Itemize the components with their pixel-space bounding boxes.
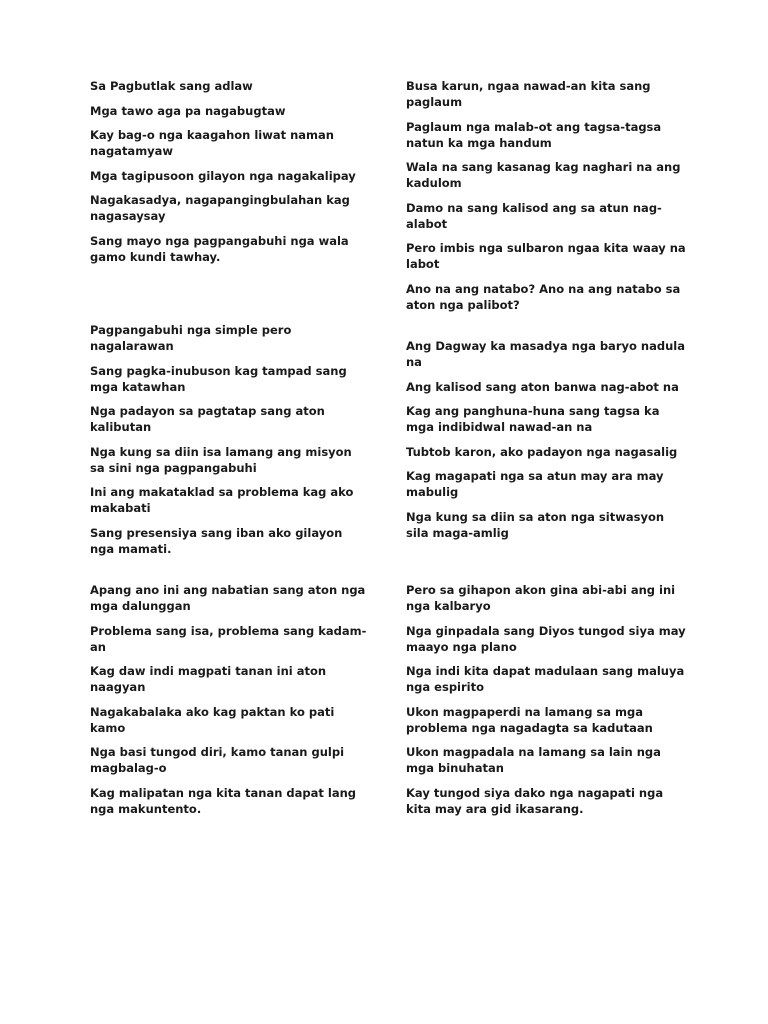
poem-line: Ang Dagway ka masadya nga baryo nadula na <box>406 339 685 369</box>
stanza-2 <box>406 78 686 321</box>
poem-line: Kay bag-o nga kaagahon liwat naman nagatamyaw <box>90 128 334 158</box>
poem-line: Damo na sang kalisod ang sa atun nag-alabot <box>406 200 662 231</box>
poem-line: Nga kung sa diin isa lamang ang misyon sa sini nga pagpangabuhi <box>90 444 352 475</box>
poem-line: Nga basi tungod diri, kamo tanan gulpi magbalag-o <box>90 745 345 775</box>
stanza-6 <box>406 582 686 825</box>
poem-line: Ini ang makataklad sa problema kag ako makabati <box>90 485 354 515</box>
poem-line: Wala na sang kasanag kag naghari na ang kadulom <box>406 160 681 190</box>
poem-line: Ang kalisod sang aton banwa nag-abot na <box>406 379 679 394</box>
poem-line: Ukon magpaperdi na lamang sa mga problema nga nagadagta sa kadutaan <box>406 704 653 735</box>
stanza-1 <box>90 78 370 273</box>
poem-line: Kag ang panghuna-huna sang tagsa ka mga indibidwal nawad-an na <box>406 404 660 434</box>
poem-line: Apang ano ini ang nabatian sang aton nga mga dalunggan <box>90 583 366 613</box>
poem-line: Kag daw indi magpati tanan ini aton naagyan <box>90 664 327 694</box>
poem-line: Busa karun, ngaa nawad-an kita sang paglaum <box>406 79 651 109</box>
poem-line: Kag magapati nga sa atun may ara may mabulig <box>406 469 664 499</box>
poem-line: Sang presensiya sang iban ako gilayon nga mamati. <box>90 525 343 556</box>
poem-line: Sa Pagbutlak sang adlaw <box>90 79 253 93</box>
poem-line: Tubtob karon, ako padayon nga nagasalig <box>406 444 678 459</box>
poem-line: Nga padayon sa pagtatap sang aton kalibutan <box>90 404 325 434</box>
poem-line: Pagpangabuhi nga simple pero nagalarawan <box>90 323 292 353</box>
poem-line: Nga ginpadala sang Diyos tungod siya may maayo nga plano <box>406 623 686 654</box>
poem-line: Kag malipatan nga kita tanan dapat lang nga makuntento. <box>90 785 357 816</box>
poem-line: Ano na ang natabo? Ano na ang natabo sa aton nga palibot? <box>406 281 681 312</box>
poem-line: Kay tungod siya dako nga nagapati nga kita may ara gid ikasarang. <box>406 785 664 816</box>
poem-line: Nga indi kita dapat madulaan sang maluya nga espirito <box>406 664 685 694</box>
poem-line: Paglaum nga malab-ot ang tagsa-tagsa natun ka mga handum <box>406 119 662 150</box>
poem-line: Pero imbis nga sulbaron ngaa kita waay na labot <box>406 241 686 271</box>
poem-line: Nagakasadya, nagapangingbulahan kag nagasaysay <box>90 193 350 223</box>
poem-line: Pero sa gihapon akon gina abi-abi ang ini nga kalbaryo <box>406 583 676 613</box>
poem-line: Nagakabalaka ako kag paktan ko pati kamo <box>90 704 335 735</box>
poem-line: Mga tagipusoon gilayon nga nagakalipay <box>90 168 356 183</box>
stanza-5 <box>90 582 370 825</box>
poem-line: Ukon magpadala na lamang sa lain nga mga binuhatan <box>406 745 661 775</box>
poem-line: Sang mayo nga pagpangabuhi nga wala gamo kundi tawhay. <box>90 233 349 264</box>
stanza-3 <box>90 322 370 565</box>
poem-line: Mga tawo aga pa nagabugtaw <box>90 103 286 118</box>
stanza-4 <box>406 338 686 549</box>
poem-line: Nga kung sa diin sa aton nga sitwasyon sila maga-amlig <box>406 509 665 540</box>
poem-line: Problema sang isa, problema sang kadam-an <box>90 623 367 654</box>
poem-line: Sang pagka-inubuson kag tampad sang mga katawhan <box>90 363 347 394</box>
